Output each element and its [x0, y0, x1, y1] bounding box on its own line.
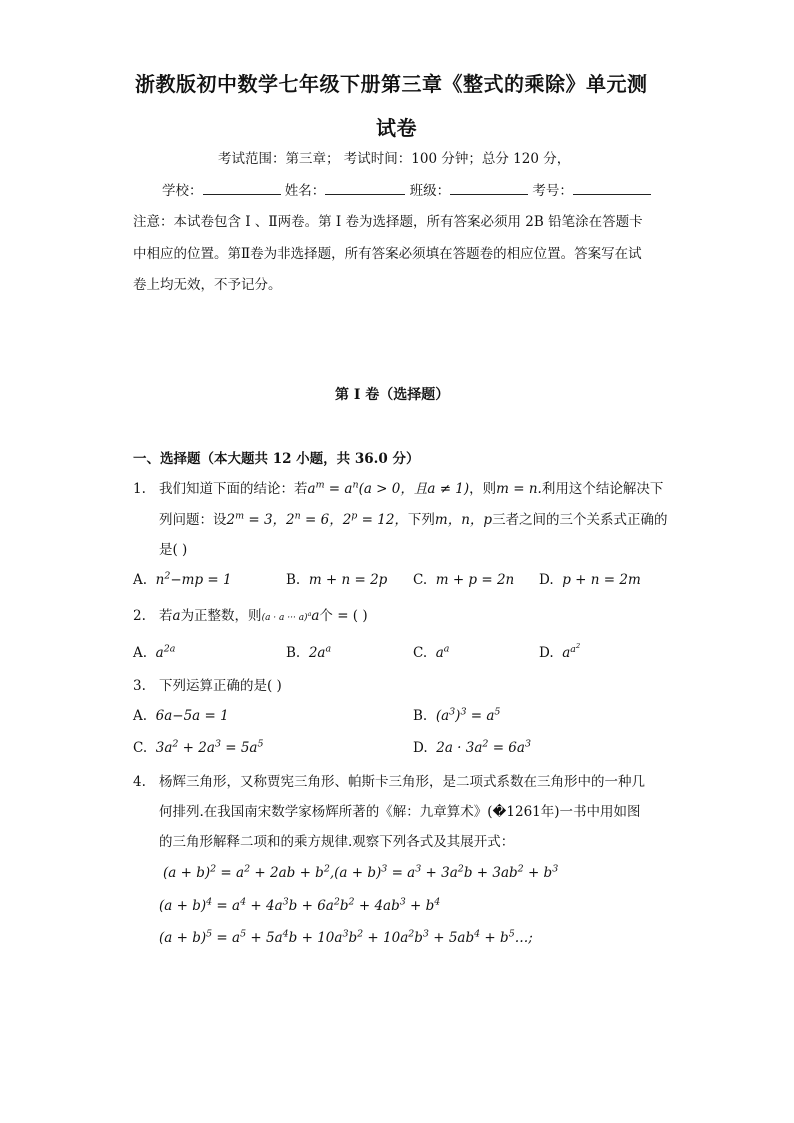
q4-expansion-3: $(a + b)^5 = a^5 + 5a^4b + 10a^3b^2 + 10a^2b^3 + 5ab^4$ + $b^5\dots$; — [159, 928, 533, 946]
q4-line2: 何排列.在我国南宋数学家杨辉所著的《解：九章算术》(�1261年)一书中用如图 — [159, 804, 641, 820]
exam-title-line1: 浙教版初中数学七年级下册第三章《整式的乘除》单元测 — [135, 72, 648, 96]
q3-option-d[interactable]: D. $2a \cdot 3a^2 = 6a^3$ — [413, 738, 531, 756]
q1-number: 1. — [133, 481, 146, 497]
class-blank[interactable] — [450, 180, 528, 195]
name-blank[interactable] — [325, 180, 405, 195]
q1-option-b[interactable]: B. m + n = 2p — [286, 572, 388, 588]
q1-option-c[interactable]: C. m + p = 2n — [413, 572, 515, 588]
q1-option-a[interactable]: A. $n^2-mp = 1$ — [133, 570, 232, 588]
q4-expansion-1: $(a + b)^2 = a^2 + 2ab + b^2,(a + b)^3 = a^3 + 3a^2b + 3ab^2 + b^3$ — [163, 863, 559, 881]
q2-option-b[interactable]: B. $2a^a$ — [286, 643, 332, 661]
q2-text-a: 若 — [159, 608, 173, 624]
q1-text-e: 三者之间的三个关系式正确的 — [492, 512, 668, 528]
q1-line3: 是( ) — [159, 542, 188, 558]
q2-option-a[interactable]: A. $a^{2a}$ — [133, 643, 176, 661]
school-label: 学校： — [162, 183, 203, 199]
q2-formula: (a · a ··· a)$^a$ — [261, 611, 312, 623]
q2-text-b: 为正整数，则 — [180, 608, 262, 624]
notice-line3: 卷上均无效，不予记分。 — [133, 277, 282, 293]
q1-option-d[interactable]: D. p + n = 2m — [539, 572, 641, 588]
q2-option-d[interactable]: D. $a^{a^2}$ — [539, 641, 581, 661]
exam-title-line2: 试卷 — [376, 116, 417, 140]
q3-option-a[interactable]: A. 6a−5a = 1 — [133, 708, 229, 724]
q1-text-b: ，则 — [469, 481, 497, 497]
q3-option-c[interactable]: C. $3a^2 + 2a^3 = 5a^5$ — [133, 738, 264, 756]
q4-number: 4. — [133, 774, 146, 790]
name-label: 姓名： — [284, 183, 326, 199]
q1-formula-3: $2^m = 3$，$2^n = 6$，$2^p = 12$， — [226, 510, 408, 528]
q3-line — [133, 671, 282, 701]
exam-info: 考试范围：第三章； 考试时间：100 分钟；总分 120 分， — [218, 151, 571, 167]
q3-option-b[interactable]: B. $(a^3)^3 = a^5$ — [413, 706, 501, 724]
notice-line1: 注意：本试卷包含 Ⅰ 、Ⅱ两卷。第 Ⅰ 卷为选择题，所有答案必须用 2B 铅笔涂在答题卡 — [133, 214, 643, 230]
q1-text-d: 列问题：设 — [159, 512, 227, 528]
q1-formula-2: m = n. — [496, 481, 542, 497]
q4-line1 — [133, 767, 645, 797]
q2-number: 2. — [133, 608, 146, 624]
notice-line2: 中相应的位置。第Ⅱ卷为非选择题，所有答案必须填在答题卷的相应位置。答案写在试 — [133, 246, 642, 262]
q4-text-1: 杨辉三角形，又称贾宪三角形、帕斯卡三角形，是二项式系数在三角形中的一种几 — [159, 774, 645, 790]
q2-option-c[interactable]: C. $a^a$ — [413, 643, 450, 661]
q3-text: 下列运算正确的是( ) — [159, 678, 282, 694]
q1-formula-1: $a^m = a^n(a > 0$，且a ≠ 1) — [307, 479, 470, 497]
q1-text-c: 利用这个结论解决下 — [541, 481, 664, 497]
q1-line1 — [133, 474, 663, 504]
number-blank[interactable] — [573, 180, 651, 195]
section1-title: 一、选择题（本大题共 12 小题，共 36.0 分） — [133, 451, 420, 467]
school-blank[interactable] — [203, 180, 281, 195]
q4-line3: 的三角形解释二项和的乘方规律.观察下列各式及其展开式： — [159, 834, 515, 850]
part1-title: 第 I 卷（选择题） — [335, 387, 450, 403]
student-info-row — [162, 176, 651, 206]
number-label: 考号： — [532, 183, 573, 199]
q3-number: 3. — [133, 678, 146, 694]
q1-text-a: 我们知道下面的结论：若 — [159, 481, 308, 497]
q2-line: 2. 若a为正整数，则(a · a ··· a)$^a$a个 = ( ) — [133, 601, 368, 633]
q2-text-c: 个 = ( ) — [319, 608, 368, 624]
q4-expansion-2: $(a + b)^4 = a^4 + 4a^3b + 6a^2b^2 + 4ab^3 + b^4$ — [159, 896, 441, 914]
q1-line2: 列问题：设$2^m = 3$，$2^n = 6$，$2^p = 12$，下列m，n，p三者之间的三个关系式正确的 — [159, 510, 668, 528]
class-label: 班级： — [409, 183, 451, 199]
